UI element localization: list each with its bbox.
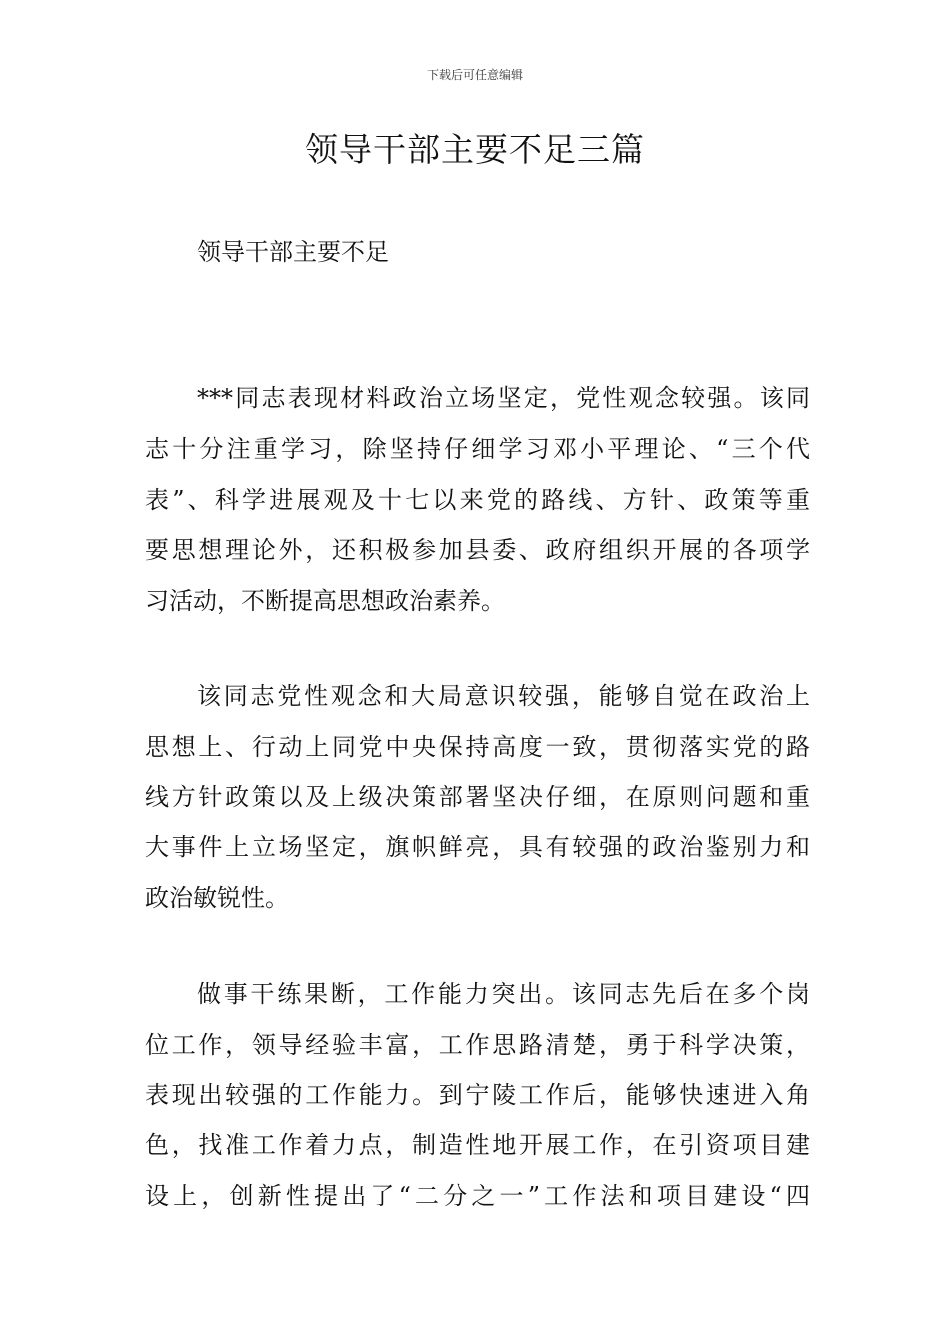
- paragraph-line: 该同志党性观念和大局意识较强，能够自觉在政治上: [197, 682, 810, 710]
- paragraph-line: 志十分注重学习，除坚持仔细学习邓小平理论、“三个代: [145, 435, 810, 463]
- paragraph-line: 做事干练果断，工作能力突出。该同志先后在多个岗: [197, 980, 810, 1008]
- paragraph-line: 色，找准工作着力点，制造性地开展工作，在引资项目建: [145, 1131, 810, 1159]
- paragraph-line: 大事件上立场坚定，旗帜鲜亮，具有较强的政治鉴别力和: [145, 833, 810, 861]
- paragraph-line: 思想上、行动上同党中央保持高度一致，贯彻落实党的路: [145, 733, 810, 761]
- paragraph-line: 习活动，不断提高思想政治素养。: [145, 587, 505, 615]
- document-title: 领导干部主要不足三篇: [305, 130, 645, 169]
- paragraph-line: 要思想理论外，还积极参加县委、政府组织开展的各项学: [145, 536, 810, 564]
- paragraph-line: 设上，创新性提出了“二分之一”工作法和项目建设“四: [145, 1182, 810, 1210]
- document-subtitle: 领导干部主要不足: [197, 238, 389, 266]
- paragraph-line: 表现出较强的工作能力。到宁陵工作后，能够快速进入角: [145, 1081, 810, 1109]
- paragraph-line: 位工作，领导经验丰富，工作思路清楚，勇于科学决策，: [145, 1031, 810, 1059]
- paragraph-line: 线方针政策以及上级决策部署坚决仔细，在原则问题和重: [145, 783, 810, 811]
- paragraph-line: 政治敏锐性。: [145, 884, 289, 912]
- paragraph-line: 表”、科学进展观及十七以来党的路线、方针、政策等重: [145, 486, 810, 514]
- page-header-note: 下载后可任意编辑: [426, 68, 523, 82]
- paragraph-line: ***同志表现材料政治立场坚定，党性观念较强。该同: [197, 384, 810, 412]
